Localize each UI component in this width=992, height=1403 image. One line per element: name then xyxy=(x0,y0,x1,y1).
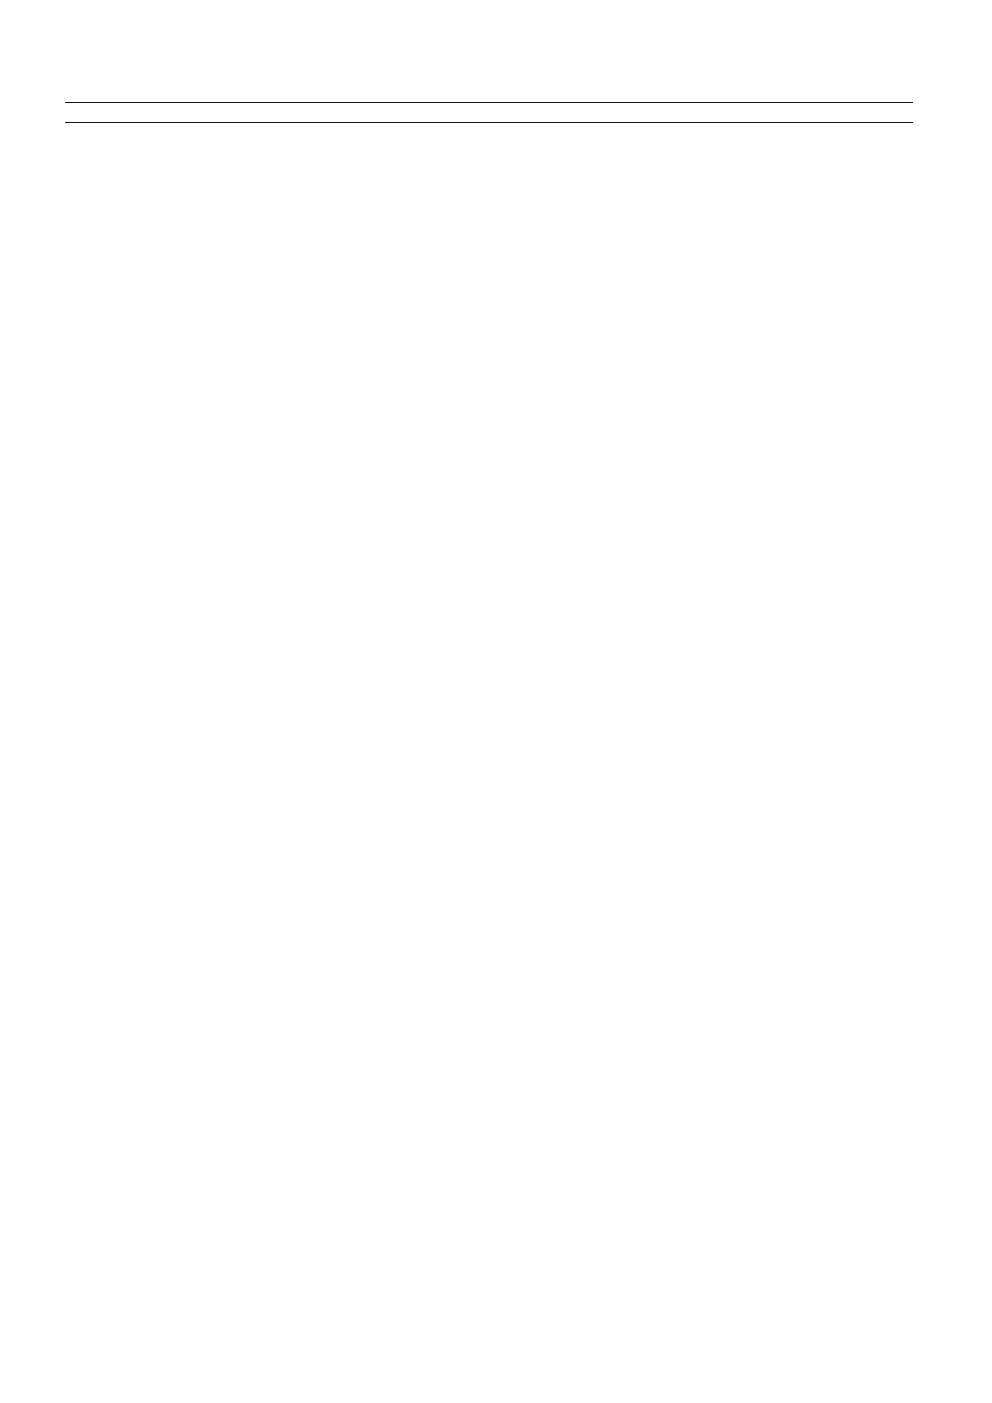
answer-line-q4 xyxy=(65,102,913,103)
answer-line-q5 xyxy=(65,122,913,123)
exam-page xyxy=(65,82,925,141)
